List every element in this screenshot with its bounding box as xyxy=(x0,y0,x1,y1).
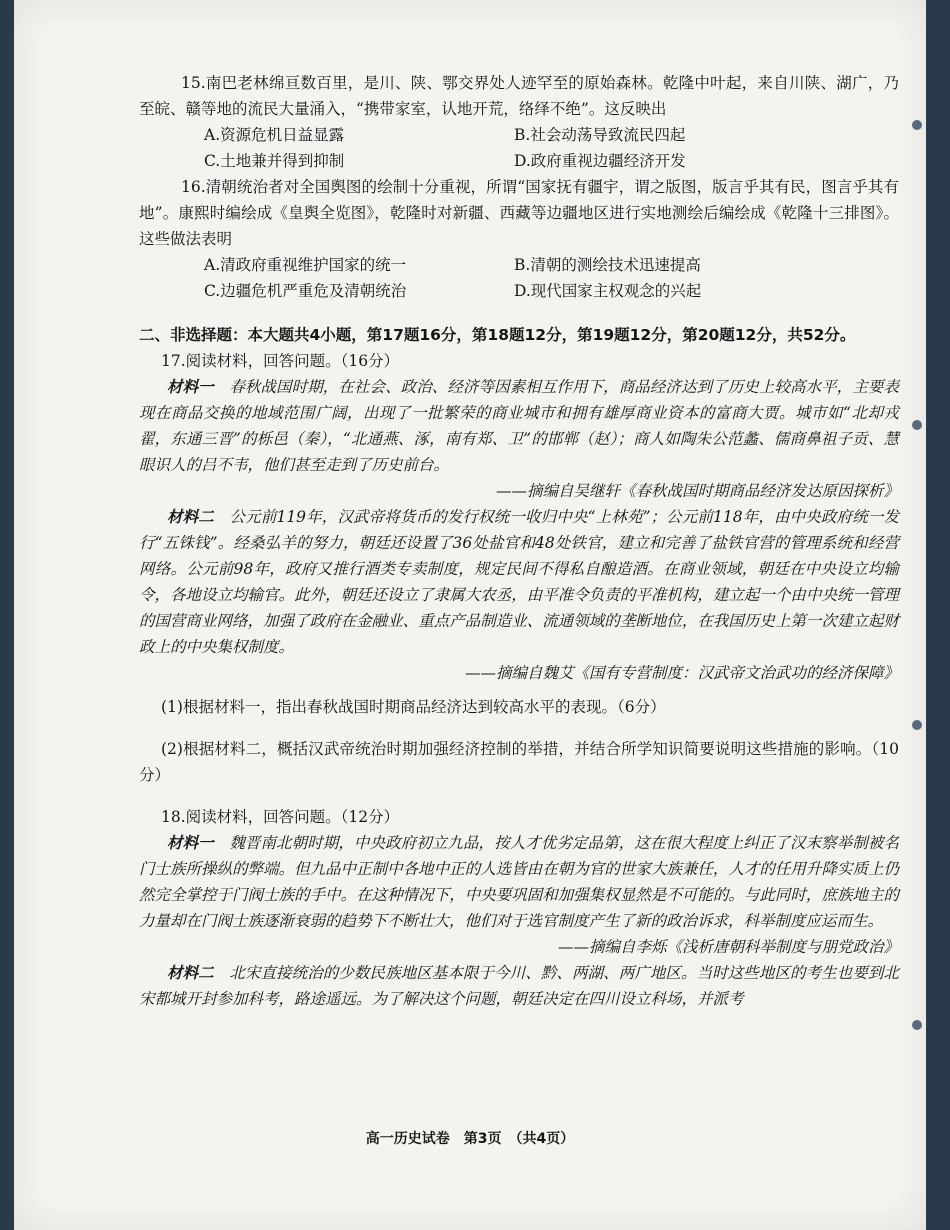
binder-hole xyxy=(912,720,922,730)
q15-stem: 15.南巴老林绵亘数百里，是川、陕、鄂交界处人迹罕至的原始森林。乾隆中叶起，来自川陕、湖广，乃至皖、赣等地的流民大量涌入，“携带家室，认地开荒，络绎不绝”。这反映出 xyxy=(139,74,899,118)
q15-option-c: C.土地兼并得到抑制 xyxy=(204,152,345,170)
q16-options xyxy=(139,252,899,304)
q18-material-2 xyxy=(139,960,899,1012)
q16-option-b: B.清朝的测绘技术迅速提高 xyxy=(514,256,701,274)
q15-options xyxy=(139,122,899,174)
q18-material-1-source: ——摘编自李烁《浅析唐朝科举制度与朋党政治》 xyxy=(557,938,899,956)
q18-title: 18.阅读材料，回答问题。（12分） xyxy=(161,808,400,826)
page-content xyxy=(139,70,899,1012)
q16-stem: 16.清朝统治者对全国舆图的绘制十分重视，所谓“国家抚有疆宇，谓之版图，版言乎其有民，图言乎其有地”。康熙时编绘成《皇舆全览图》，乾隆时对新疆、西藏等边疆地区进行实地测绘后编绘成《乾隆十三排图》。这些做法表明 xyxy=(139,178,899,248)
q18-material-1 xyxy=(139,830,899,934)
q16-option-d: D.现代国家主权观念的兴起 xyxy=(514,282,702,300)
q17-material-1 xyxy=(139,374,899,478)
q16-option-c: C.边疆危机严重危及清朝统治 xyxy=(204,282,407,300)
binder-hole xyxy=(912,420,922,430)
page-footer: 高一历史试卷 第3页 （共4页） xyxy=(365,1131,575,1147)
q18-material-1-text: 魏晋南北朝时期，中央政府初立九品，按人才优劣定品第，这在很大程度上纠正了汉末察举制被名门士族所操纵的弊端。但九品中正制中各地中正的人选皆由在朝为官的世家大族兼任，人才的任用升降实质上仍然完全掌控于门阀士族的手中。在这种情况下，中央要巩固和加强集权显然是不可能的。与此同时，庶族地主的力量却在门阀士族逐渐衰弱的趋势下不断壮大，他们对于选官制度产生了新的政治诉求，科举制度应运而生。 xyxy=(139,834,899,930)
q17-material-1-label: 材料一 xyxy=(167,377,214,396)
q16-option-a: A.清政府重视维护国家的统一 xyxy=(204,256,407,274)
q17-subquestion-2: (2)根据材料二，概括汉武帝统治时期加强经济控制的举措，并结合所学知识简要说明这些措施的影响。（10分） xyxy=(139,740,899,784)
q15-option-b: B.社会动荡导致流民四起 xyxy=(514,126,686,144)
q15-option-a: A.资源危机日益显露 xyxy=(204,126,345,144)
binder-hole xyxy=(912,120,922,130)
q18-material-2-text: 北宋直接统治的少数民族地区基本限于今川、黔、两湖、两广地区。当时这些地区的考生也要到北宋都城开封参加科考，路途遥远。为了解决这个问题，朝廷决定在四川设立科场，并派考 xyxy=(139,964,899,1008)
q18-material-2-label: 材料二 xyxy=(167,963,214,982)
q17-material-1-source: ——摘编自吴继轩《春秋战国时期商品经济发达原因探析》 xyxy=(495,482,899,500)
q15-option-d: D.政府重视边疆经济开发 xyxy=(514,152,686,170)
q17-material-2-text: 公元前119年，汉武帝将货币的发行权统一收归中央“上林苑”；公元前118年，由中央政府统一发行“五铢钱”。经桑弘羊的努力，朝廷还设置了36处盐官和48处铁官，建立和完善了盐铁官营的管理系统和经营网络。公元前98年，政府又推行酒类专卖制度，规定民间不得私自酿造酒。在商业领域，朝廷在中央设立均输令，各地设立均输官。此外，朝廷还设立了隶属大农丞，由平准令负责的平准机构，建立起一个由中央统一管理的国营商业网络，加强了政府在金融业、重点产品制造业、流通领域的垄断地位，在我国历史上第一次建立起财政上的中央集权制度。 xyxy=(139,508,899,656)
q18-material-1-label: 材料一 xyxy=(167,833,214,852)
exam-page xyxy=(14,0,926,1230)
section-two-heading: 二、非选择题：本大题共4小题，第17题16分，第18题12分，第19题12分，第20题12分，共52分。 xyxy=(139,326,856,344)
q17-title: 17.阅读材料，回答问题。（16分） xyxy=(161,352,400,370)
q17-material-2 xyxy=(139,504,899,660)
q17-material-1-text: 春秋战国时期，在社会、政治、经济等因素相互作用下，商品经济达到了历史上较高水平，主要表现在商品交换的地域范围广阔，出现了一批繁荣的商业城市和拥有雄厚商业资本的富商大贾。城市如“北却戎翟，东通三晋”的栎邑（秦），“北通燕、涿，南有郑、卫”的邯郸（赵）；商人如陶朱公范蠡、儒商鼻祖子贡、慧眼识人的吕不韦，他们甚至走到了历史前台。 xyxy=(139,378,899,474)
q17-material-2-label: 材料二 xyxy=(167,507,214,526)
q17-subquestion-1: (1)根据材料一，指出春秋战国时期商品经济达到较高水平的表现。（6分） xyxy=(161,698,666,716)
q17-material-2-source: ——摘编自魏艾《国有专营制度：汉武帝文治武功的经济保障》 xyxy=(464,664,899,682)
binder-hole xyxy=(912,1020,922,1030)
